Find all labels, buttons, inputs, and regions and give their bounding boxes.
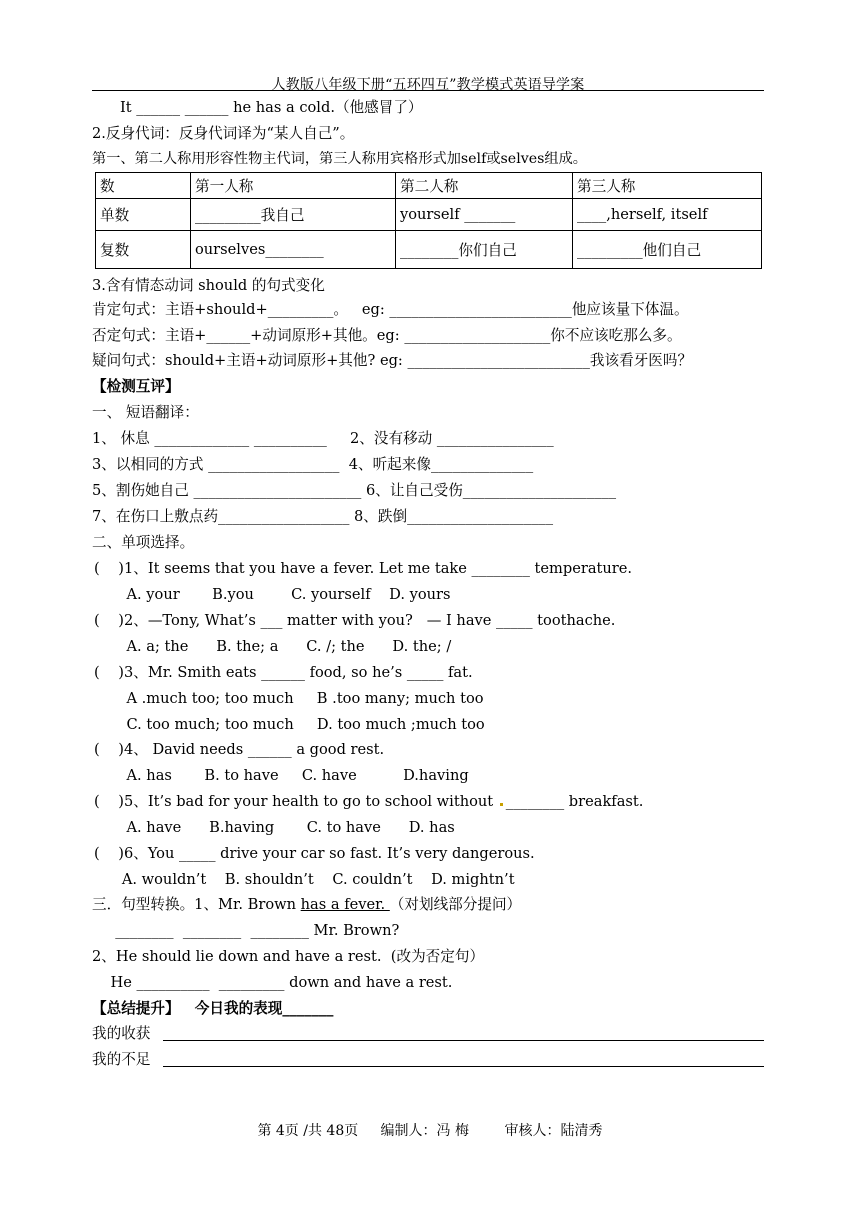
shortcomings-label: 我的不足 [92,1051,151,1068]
section-heading-test: 【检测互评】 [92,378,180,395]
gains-label: 我的收获 [92,1025,151,1042]
table-header-cell: 第三人称 [573,173,762,199]
page-header: 人教版八年级下册“五环四互”教学模式英语导学案 [271,77,585,93]
question-4: ( )4、 David needs ______ a good rest. [94,741,385,758]
question-3: ( )3、Mr. Smith eats ______ food, so he’s _____ fat. [94,664,473,681]
table-cell: 复数 [96,231,191,269]
line-reflexive-heading: 2.反身代词：反身代词译为“某人自己”。 [92,125,355,142]
line-question: 疑问句式：should+主语+动词原形+其他? eg: _________________________我该看牙医吗？ [92,352,693,369]
table-header-cell: 数 [96,173,191,199]
summary-heading: 【总结提升】 今日我的表现 [92,1000,283,1017]
line-single-choice: 二、单项选择。 [92,534,195,551]
table-row [96,199,762,231]
summary-blank: _______ [282,1000,334,1017]
header-rule [92,90,764,91]
table-cell: ourselves________ [191,231,396,269]
options-2: A. a; the B. the; a C. /; the D. the; / [94,638,452,655]
table-cell: ________你们自己 [396,231,573,269]
question-1: ( )1、It seems that you have a fever. Let me take ________ temperature. [94,560,633,577]
line-phrase-translation: 一、 短语翻译： [92,404,199,421]
table-cell: 单数 [96,199,191,231]
table-row [96,231,762,269]
page-footer: 第 4页 /共 48页 编制人：冯 梅 审核人：陆清秀 [257,1123,603,1139]
table-cell: _________他们自己 [573,231,762,269]
table-cell: _________我自己 [191,199,396,231]
list-item: 7、在伤口上敷点药__________________ 8、跌倒____________________ [92,508,554,525]
list-item: 3、以相同的方式 __________________ 4、听起来像______________ [92,456,534,473]
section-summary [92,1000,333,1018]
line-reflexive-rule: 第一、第二人称用形容性物主代词，第三人称用宾格形式加self或selves组成。 [92,151,587,167]
table-cell: yourself _______ [396,199,573,231]
list-item: 1、 休息 _____________ __________ 2、没有移动 ________________ [92,430,554,447]
question-2: ( )2、—Tony, What’s ___ matter with you? — I have _____ toothache. [94,612,616,629]
list-item: 5、割伤她自己 _______________________ 6、让自己受伤_____________________ [92,482,617,499]
question-5-text: ( )5、It’s bad for your health to go to school without [94,793,498,810]
line-affirmative: 肯定句式：主语+should+_________。 eg: _________________________他应该量下体温。 [92,301,689,318]
marker-dot [500,803,503,806]
options-1: A. your B.you C. yourself D. yours [94,586,451,603]
line-cold-sentence: It ______ ______ he has a cold.（他感冒了） [120,99,423,116]
transform-2: 2、He should lie down and have a rest. (改为否定句） [92,948,485,965]
table-header-cell: 第一人称 [191,173,396,199]
options-5: A. have B.having C. to have D. has [94,819,455,836]
question-5 [94,793,643,811]
transform-instruction: （对划线部分提问） [389,896,522,913]
table-cell: ____,herself, itself [573,199,762,231]
transform-2-answer: He __________ _________ down and have a rest. [92,974,453,991]
reflexive-table [95,172,762,269]
options-3b: C. too much; too much D. too much ;much too [94,716,485,733]
line-should-heading: 3.含有情态动词 should 的句式变化 [92,277,325,294]
line-negative: 否定句式：主语+______+动词原形+其他。eg: ____________________你不应该吃那么多。 [92,327,682,344]
options-3a: A .much too; too much B .too many; much too [94,690,484,707]
transform-1-answer: ________ ________ ________ Mr. Brown? [92,922,400,939]
question-5-blank: ________ breakfast. [505,793,644,810]
question-6: ( )6、You _____ drive your car so fast. It’s very dangerous. [94,845,535,862]
underlined-phrase: has a fever. [300,896,390,913]
options-6: A. wouldn’t B. shouldn’t C. couldn’t D. mightn’t [94,871,515,888]
options-4: A. has B. to have C. have D.having [94,767,469,784]
shortcomings-line [163,1066,764,1067]
transform-prefix: 三．句型转换。1、Mr. Brown [92,896,301,913]
section-sentence-transform [92,896,521,914]
table-header-cell: 第二人称 [396,173,573,199]
gains-line [163,1040,764,1041]
